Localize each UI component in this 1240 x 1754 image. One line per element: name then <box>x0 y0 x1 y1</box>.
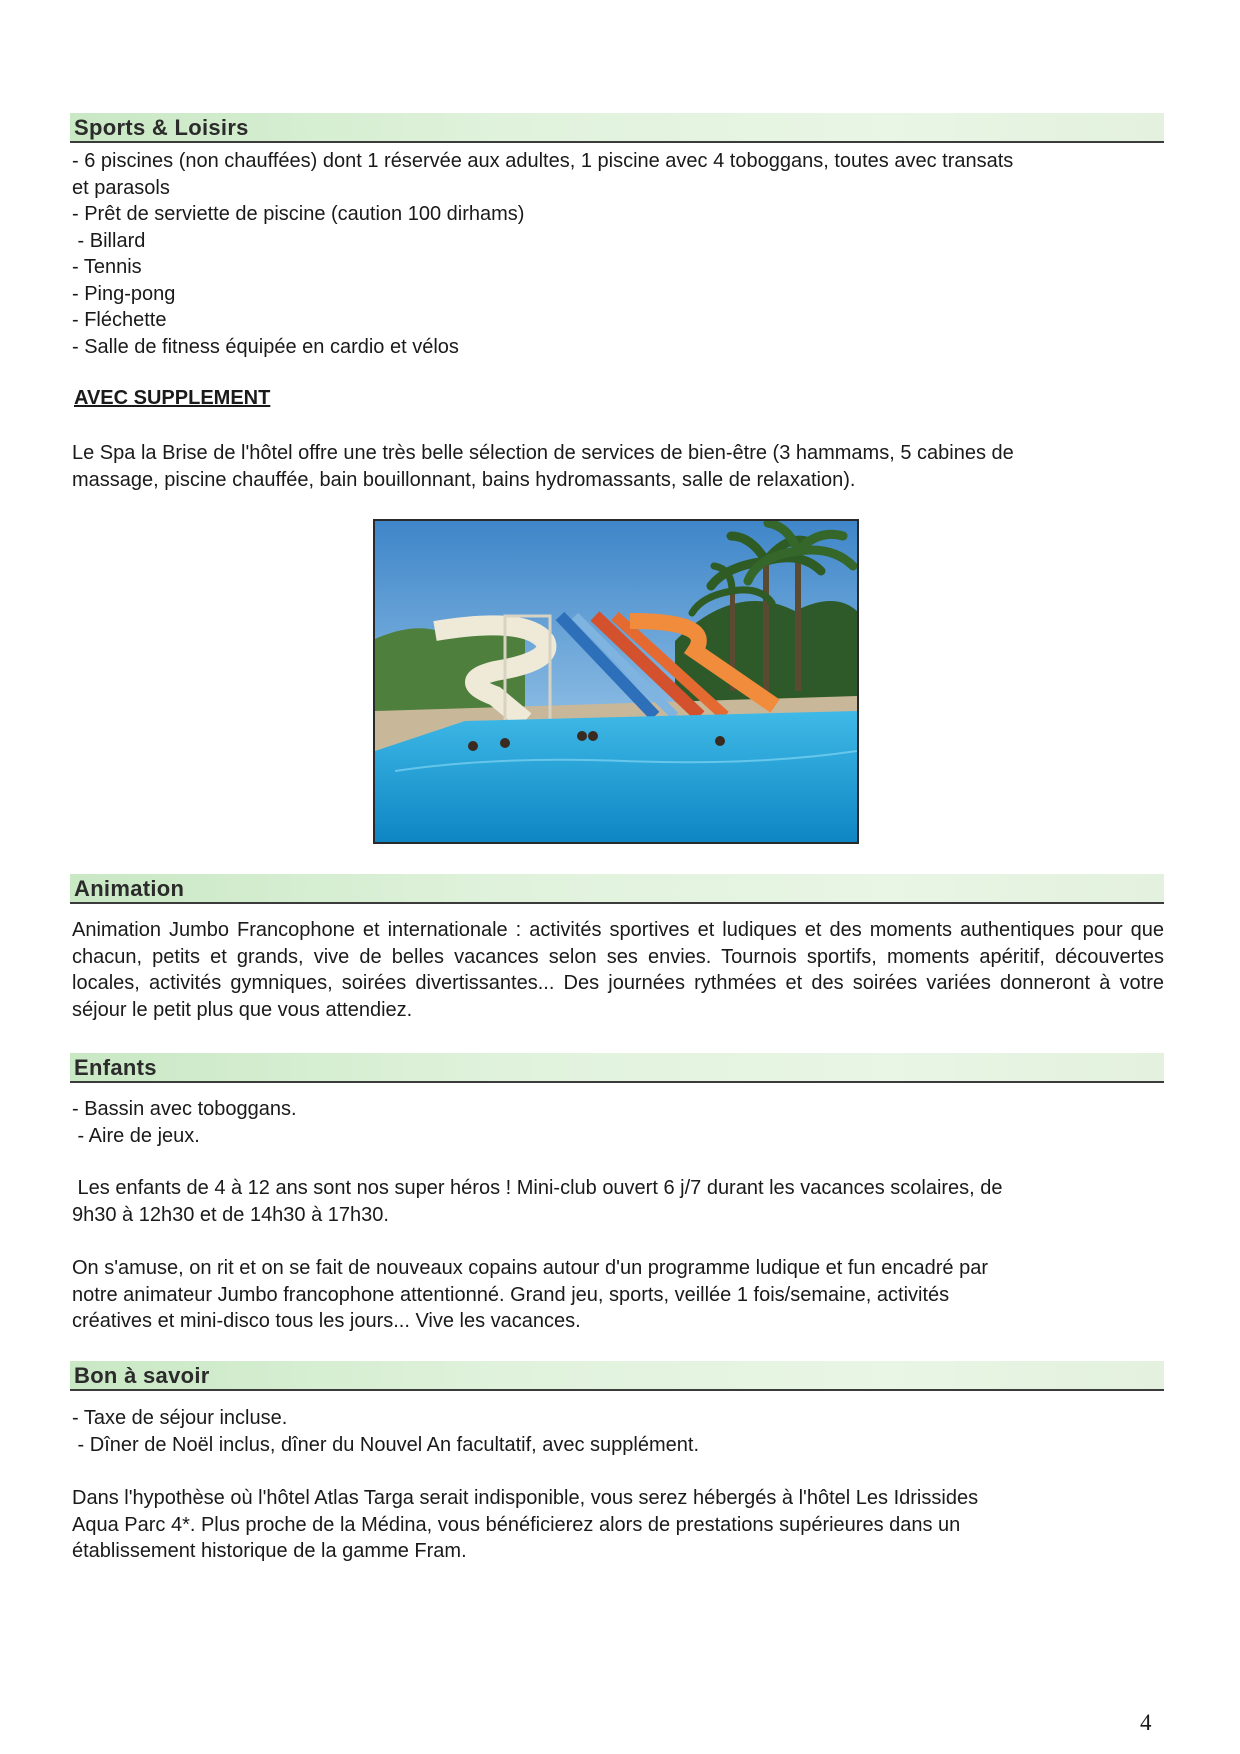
section-header-enfants <box>70 1053 1164 1083</box>
bon-list <box>72 1405 1162 1458</box>
section-title: Sports & Loisirs <box>74 115 249 140</box>
section-header-bon-a-savoir <box>70 1361 1164 1391</box>
spa-paragraph: Le Spa la Brise de l'hôtel offre une très belle sélection de services de bien-être (3 hammams, 5 cabines de massage, piscine chauffée, bain bouillonnant, bains hydromassants, salle de relaxation). <box>72 442 1014 491</box>
list-item: - Aire de jeux. <box>72 1124 200 1147</box>
list-item: - Billard <box>72 229 146 252</box>
list-item: - Bassin avec toboggans. <box>72 1098 297 1120</box>
page-number: 4 <box>1140 1710 1152 1735</box>
sports-list <box>72 148 1162 360</box>
list-item: - 6 piscines (non chauffées) dont 1 réservée aux adultes, 1 piscine avec 4 toboggans, toutes avec transats <box>72 150 1014 172</box>
section-header-sports <box>70 113 1164 143</box>
supplement-heading: AVEC SUPPLEMENT <box>74 387 271 409</box>
list-item: - Fléchette <box>72 309 167 331</box>
enfants-paragraph-1: Les enfants de 4 à 12 ans sont nos super héros ! Mini-club ouvert 6 j/7 durant les vacances scolaires, de 9h30 à 12h30 et de 14h30 à 17h30. <box>72 1177 1003 1226</box>
list-item: - Taxe de séjour incluse. <box>72 1407 288 1429</box>
section-title: Animation <box>74 876 185 901</box>
animation-paragraph: Animation Jumbo Francophone et internationale : activités sportives et ludiques et des moments authentiques pour que chacun, petits et grands, vive de belles vacances selon ses envies. Tournois sportifs, moments apéritif, découvertes locales, activités gymniques, soirées divertissantes... Des journées rythmées et des soirées variées donneront à votre séjour le petit plus que vous attendiez. <box>72 919 1164 1021</box>
enfants-list <box>72 1096 1162 1149</box>
list-item: - Ping-pong <box>72 282 176 305</box>
list-item: - Prêt de serviette de piscine (caution 100 dirhams) <box>72 203 525 225</box>
list-item: et parasols <box>72 176 170 199</box>
bon-paragraph: Dans l'hypothèse où l'hôtel Atlas Targa serait indisponible, vous serez hébergés à l'hôtel Les Idrissides Aqua Parc 4*. Plus proche de la Médina, vous bénéficierez alors de prestations supérieures dans un établissement historique de la gamme Fram. <box>72 1487 979 1562</box>
list-item: - Dîner de Noël inclus, dîner du Nouvel An facultatif, avec supplément. <box>72 1433 700 1456</box>
list-item: - Salle de fitness équipée en cardio et vélos <box>72 335 459 358</box>
section-title: Enfants <box>74 1055 157 1080</box>
pool-slides-photo <box>373 519 859 844</box>
section-header-animation <box>70 874 1164 904</box>
list-item: - Tennis <box>72 256 142 278</box>
enfants-paragraph-2: On s'amuse, on rit et on se fait de nouveaux copains autour d'un programme ludique et fun encadré par notre animateur Jumbo francophone attentionné. Grand jeu, sports, veillée 1 fois/semaine, activités créatives et mini-disco tous les jours... Vive les vacances. <box>72 1257 988 1332</box>
section-title: Bon à savoir <box>74 1363 210 1388</box>
pool-illustration <box>375 521 857 842</box>
